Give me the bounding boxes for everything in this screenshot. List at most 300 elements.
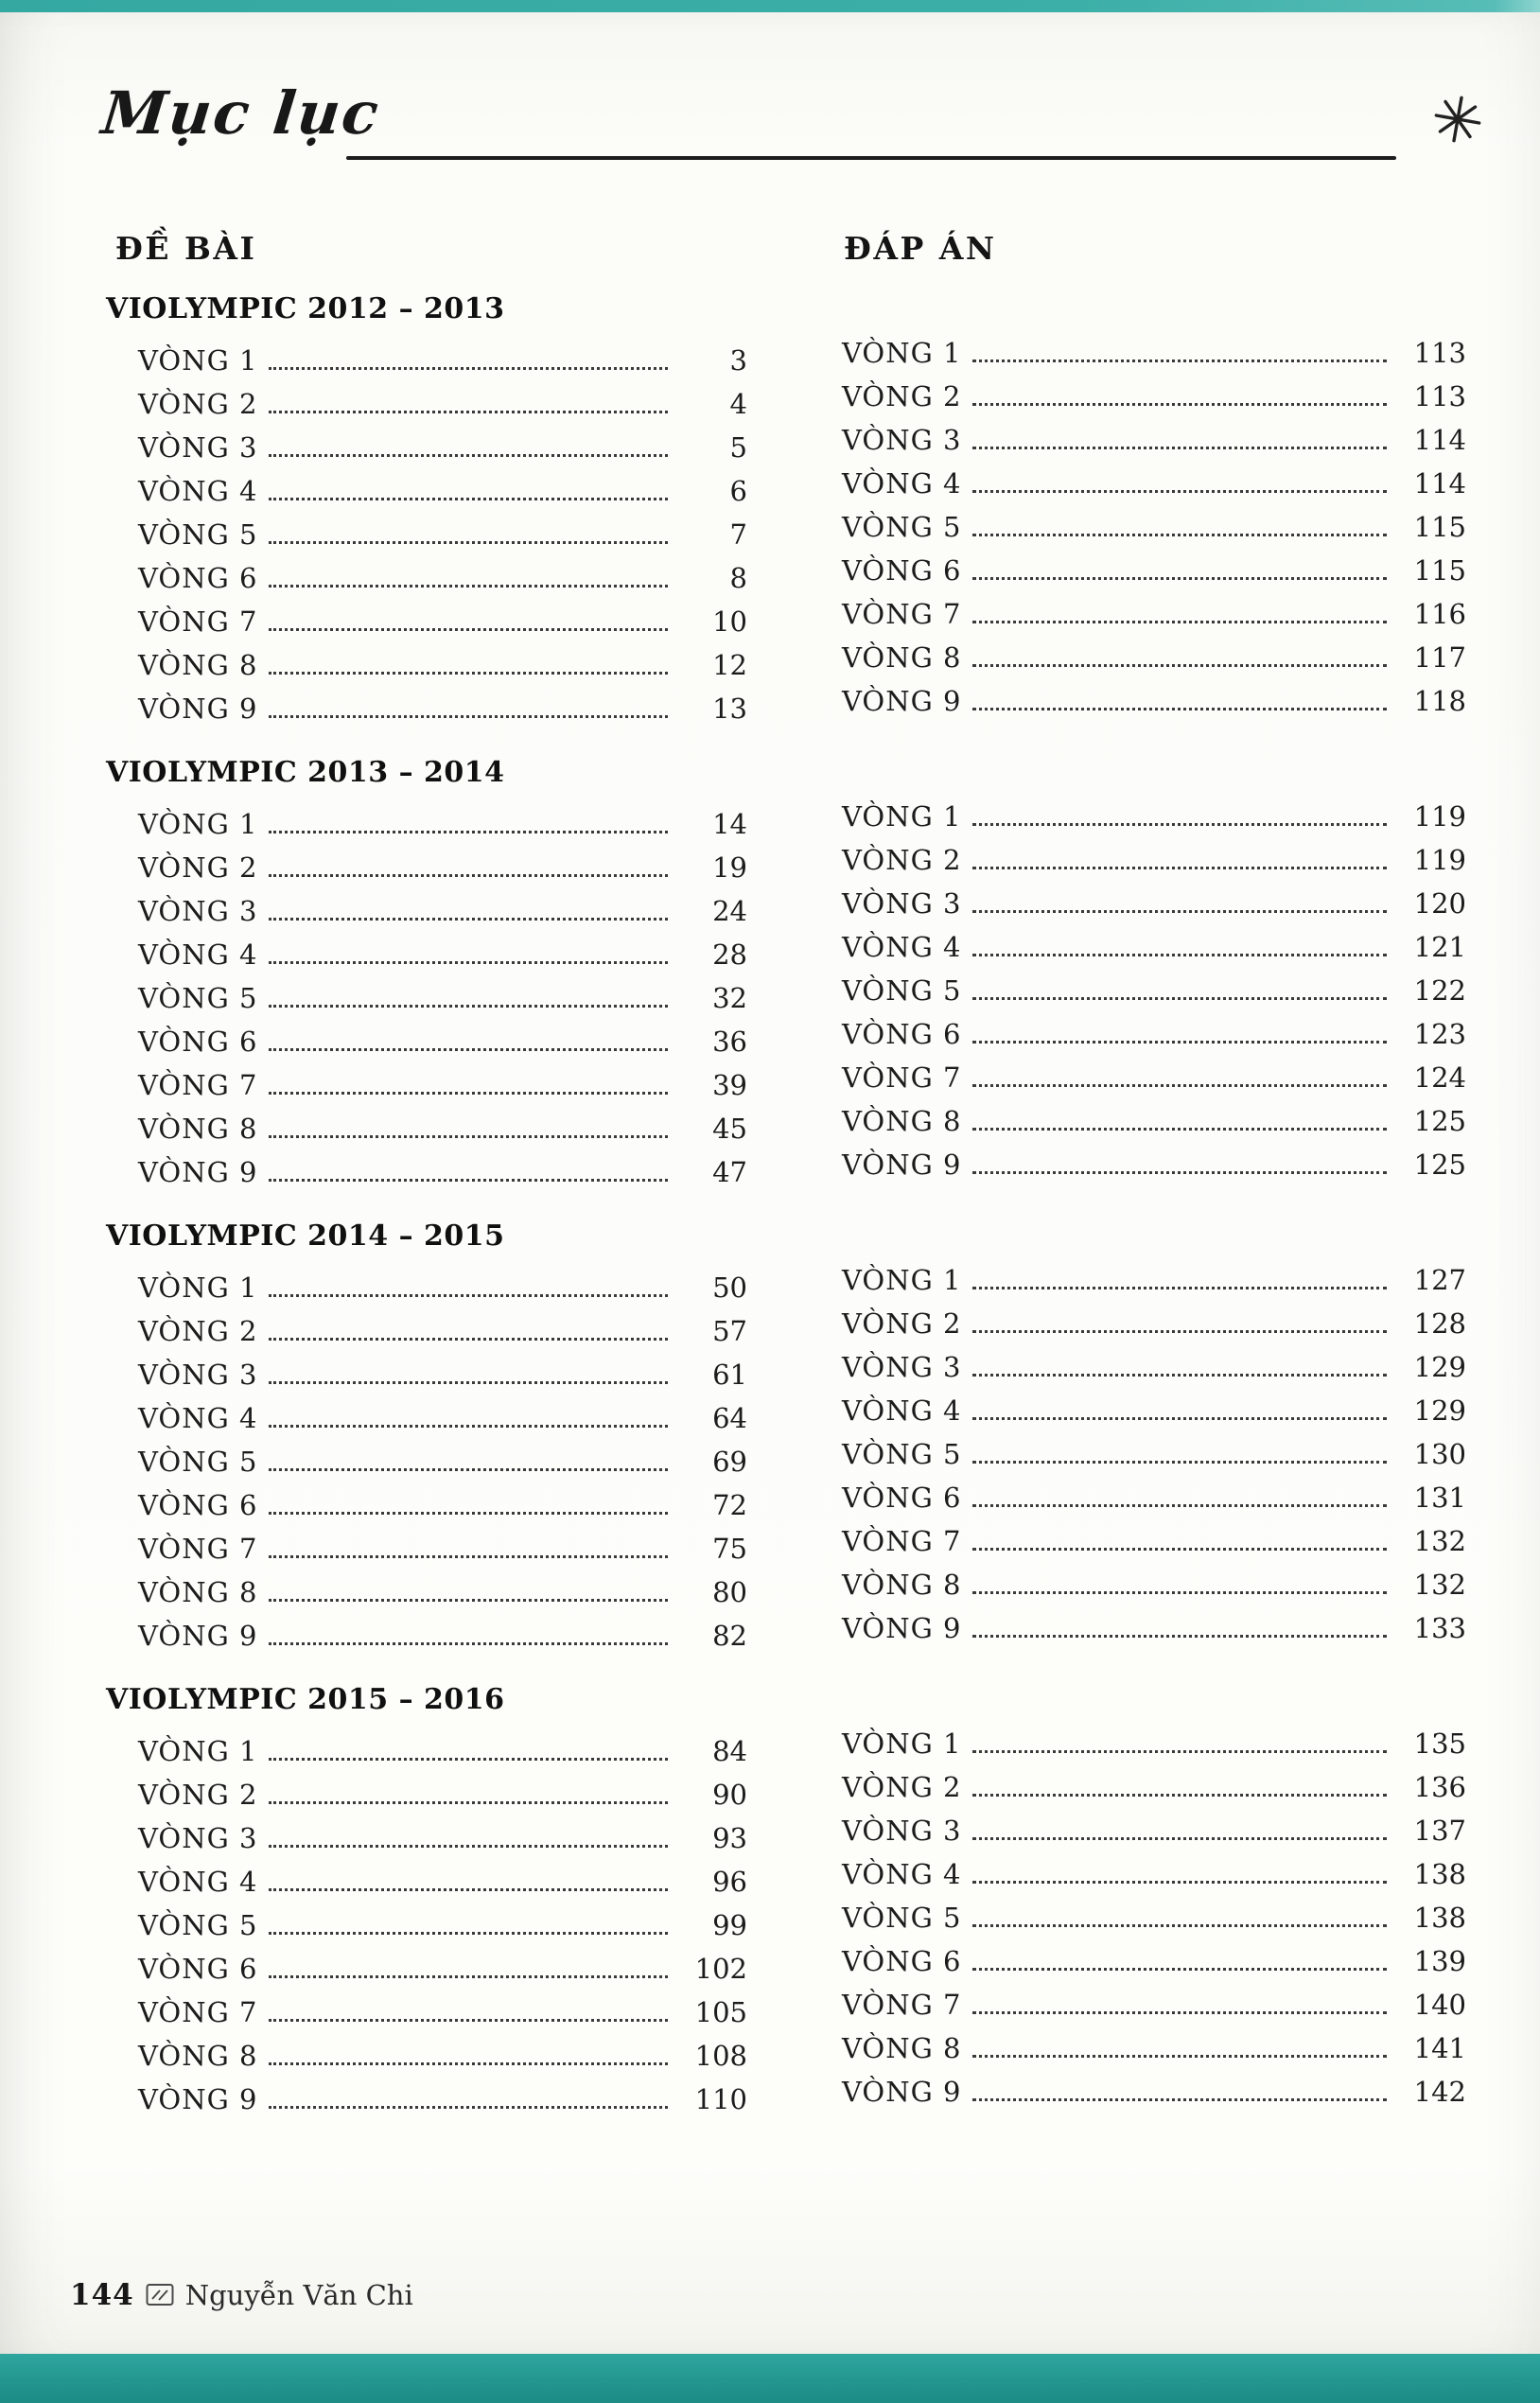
dot-leader xyxy=(972,997,1387,1000)
toc-entry xyxy=(106,1991,755,2034)
entry-label: VÒNG 6 xyxy=(842,554,962,587)
toc-entry xyxy=(106,2034,755,2078)
toc-entry xyxy=(838,1099,1468,1143)
dot-leader xyxy=(972,403,1387,406)
page-number: 124 xyxy=(1413,1061,1466,1094)
page-number: 4 xyxy=(729,388,747,420)
dot-leader xyxy=(972,1374,1387,1377)
page-number: 132 xyxy=(1413,1569,1466,1601)
dot-leader xyxy=(972,1794,1387,1797)
entry-label: VÒNG 8 xyxy=(138,2040,258,2072)
toc-entry xyxy=(838,1852,1468,1896)
toc-body xyxy=(0,291,1540,2121)
dot-leader xyxy=(972,1128,1387,1131)
dot-leader xyxy=(269,1425,668,1428)
page-number: 138 xyxy=(1413,1858,1466,1890)
page-number: 127 xyxy=(1413,1264,1466,1296)
answers-column xyxy=(838,284,1468,2114)
toc-entry xyxy=(838,1345,1468,1389)
entry-label: VÒNG 8 xyxy=(842,1105,962,1137)
page-number: 118 xyxy=(1413,685,1466,717)
entry-label: VÒNG 1 xyxy=(138,808,258,840)
toc-entry xyxy=(838,418,1468,462)
dot-leader xyxy=(269,831,668,833)
section-title: VIOLYMPIC 2014 – 2015 xyxy=(106,1219,505,1253)
entry-label: VÒNG 2 xyxy=(842,380,962,412)
column-headings xyxy=(0,230,1540,267)
header-rule xyxy=(346,156,1396,160)
toc-entry xyxy=(106,1816,755,1860)
entry-label: VÒNG 9 xyxy=(842,1612,962,1644)
section-spacer xyxy=(838,284,1468,331)
entry-label: VÒNG 7 xyxy=(138,1533,258,1565)
entry-label: VÒNG 9 xyxy=(138,1156,258,1188)
page-number: 139 xyxy=(1413,1945,1466,1977)
page-number: 113 xyxy=(1413,337,1466,369)
dot-leader xyxy=(972,1591,1387,1594)
toc-entry xyxy=(106,1860,755,1903)
dot-leader xyxy=(269,1381,668,1384)
page-number: 102 xyxy=(694,1953,747,1985)
dot-leader xyxy=(269,454,668,457)
dot-leader xyxy=(269,1512,668,1515)
dot-leader xyxy=(972,1548,1387,1551)
dot-leader xyxy=(972,490,1387,493)
entry-label: VÒNG 4 xyxy=(138,475,258,507)
toc-entry xyxy=(106,933,755,976)
page-footer xyxy=(70,2278,413,2312)
entry-label: VÒNG 3 xyxy=(138,431,258,464)
toc-entry xyxy=(106,1107,755,1150)
dot-leader xyxy=(269,2106,668,2109)
page-number: 119 xyxy=(1413,800,1466,833)
entry-label: VÒNG 3 xyxy=(842,1351,962,1383)
page-number: 115 xyxy=(1413,554,1466,587)
section-title: VIOLYMPIC 2015 – 2016 xyxy=(106,1683,505,1716)
toc-entry xyxy=(838,1258,1468,1302)
page-number: 7 xyxy=(729,518,747,551)
entry-label: VÒNG 5 xyxy=(842,1902,962,1934)
entry-label: VÒNG 5 xyxy=(138,1909,258,1941)
toc-entry xyxy=(106,1309,755,1353)
dot-leader xyxy=(972,1924,1387,1927)
page-number: 121 xyxy=(1413,931,1466,963)
dot-leader xyxy=(972,2011,1387,2014)
page-number: 45 xyxy=(712,1113,747,1145)
dot-leader xyxy=(972,664,1387,667)
toc-entry xyxy=(838,1606,1468,1650)
dot-leader xyxy=(269,874,668,877)
toc-entry xyxy=(838,2026,1468,2070)
toc-entry xyxy=(106,1150,755,1194)
footer-author: Nguyễn Văn Chi xyxy=(184,2279,413,2311)
toc-entry xyxy=(838,1896,1468,1939)
page-number: 90 xyxy=(712,1779,747,1811)
toc-entry xyxy=(106,1266,755,1309)
dot-leader xyxy=(269,1758,668,1761)
entry-label: VÒNG 4 xyxy=(138,1866,258,1898)
entry-label: VÒNG 3 xyxy=(138,1822,258,1854)
dot-leader xyxy=(972,954,1387,956)
page-number: 132 xyxy=(1413,1525,1466,1557)
dot-leader xyxy=(269,961,668,964)
toc-entry xyxy=(106,556,755,600)
entry-label: VÒNG 2 xyxy=(138,1315,258,1347)
entry-label: VÒNG 1 xyxy=(138,1272,258,1304)
entry-label: VÒNG 2 xyxy=(138,1779,258,1811)
page-number: 119 xyxy=(1413,844,1466,876)
dot-leader xyxy=(269,411,668,413)
page-number: 5 xyxy=(729,431,747,464)
toc-entry xyxy=(106,1440,755,1483)
entry-label: VÒNG 3 xyxy=(138,895,258,927)
toc-entry xyxy=(838,1012,1468,1056)
dot-leader xyxy=(972,1750,1387,1753)
page-number: 28 xyxy=(712,938,747,971)
toc-entry xyxy=(838,925,1468,969)
entry-label: VÒNG 7 xyxy=(138,605,258,638)
entry-label: VÒNG 5 xyxy=(138,518,258,551)
toc-entry xyxy=(838,1389,1468,1432)
toc-entry xyxy=(838,1765,1468,1809)
dot-leader xyxy=(269,1932,668,1935)
dot-leader xyxy=(972,1417,1387,1420)
dot-leader xyxy=(972,823,1387,826)
toc-entry xyxy=(106,1396,755,1440)
page-number: 136 xyxy=(1413,1771,1466,1803)
entry-label: VÒNG 5 xyxy=(842,1438,962,1470)
dot-leader xyxy=(972,867,1387,869)
dot-leader xyxy=(269,585,668,588)
entry-label: VÒNG 2 xyxy=(138,851,258,884)
toc-entry xyxy=(838,838,1468,882)
entry-label: VÒNG 6 xyxy=(138,1489,258,1521)
page-number: 72 xyxy=(712,1489,747,1521)
entry-label: VÒNG 2 xyxy=(842,844,962,876)
entry-label: VÒNG 6 xyxy=(842,1482,962,1514)
page-number: 14 xyxy=(712,808,747,840)
dot-leader xyxy=(972,1504,1387,1507)
entry-label: VÒNG 9 xyxy=(138,1620,258,1652)
entry-label: VÒNG 8 xyxy=(138,649,258,681)
entry-label: VÒNG 8 xyxy=(842,1569,962,1601)
toc-entry xyxy=(838,331,1468,375)
problems-column xyxy=(106,291,755,2121)
entry-label: VÒNG 9 xyxy=(138,693,258,725)
entry-label: VÒNG 4 xyxy=(138,1402,258,1434)
page-number: 138 xyxy=(1413,1902,1466,1934)
toc-entry xyxy=(106,339,755,382)
entry-label: VÒNG 2 xyxy=(842,1771,962,1803)
dot-leader xyxy=(269,2019,668,2022)
page-number: 137 xyxy=(1413,1815,1466,1847)
toc-entry xyxy=(838,1563,1468,1606)
page-number: 3 xyxy=(729,344,747,377)
page-number: 39 xyxy=(712,1069,747,1101)
page-number: 123 xyxy=(1413,1018,1466,1050)
page-number: 128 xyxy=(1413,1307,1466,1340)
footer-page-number: 144 xyxy=(70,2278,134,2312)
entry-label: VÒNG 8 xyxy=(138,1113,258,1145)
page-number: 93 xyxy=(712,1822,747,1854)
page-number: 82 xyxy=(712,1620,747,1652)
dot-leader xyxy=(269,1555,668,1558)
page-number: 80 xyxy=(712,1576,747,1608)
dot-leader xyxy=(269,715,668,718)
toc-entry xyxy=(838,882,1468,925)
page-number: 36 xyxy=(712,1026,747,1058)
dot-leader xyxy=(269,1179,668,1182)
page-number: 69 xyxy=(712,1446,747,1478)
toc-entry xyxy=(838,1983,1468,2026)
entry-label: VÒNG 6 xyxy=(138,562,258,594)
dot-leader xyxy=(972,1881,1387,1884)
toc-entry xyxy=(838,1302,1468,1345)
entry-label: VÒNG 2 xyxy=(842,1307,962,1340)
toc-entry xyxy=(838,2070,1468,2114)
dot-leader xyxy=(972,360,1387,362)
page-number: 129 xyxy=(1413,1394,1466,1427)
dot-leader xyxy=(972,1287,1387,1289)
dot-leader xyxy=(269,1294,668,1297)
entry-label: VÒNG 1 xyxy=(842,1264,962,1296)
toc-entry xyxy=(106,382,755,426)
page-number: 32 xyxy=(712,982,747,1014)
entry-label: VÒNG 6 xyxy=(842,1018,962,1050)
dot-leader xyxy=(269,1888,668,1891)
entry-label: VÒNG 8 xyxy=(842,641,962,674)
dot-leader xyxy=(972,1635,1387,1638)
entry-label: VÒNG 4 xyxy=(842,1394,962,1427)
toc-entry xyxy=(106,1483,755,1527)
page-number: 96 xyxy=(712,1866,747,1898)
dot-leader xyxy=(269,1135,668,1138)
page-number: 122 xyxy=(1413,974,1466,1007)
answers-column-title: ĐÁP ÁN xyxy=(844,230,997,267)
entry-label: VÒNG 6 xyxy=(842,1945,962,1977)
dot-leader xyxy=(269,1048,668,1051)
dot-leader xyxy=(972,708,1387,710)
entry-label: VÒNG 5 xyxy=(842,974,962,1007)
page-number: 84 xyxy=(712,1735,747,1767)
dot-leader xyxy=(972,1461,1387,1464)
toc-entry xyxy=(106,1947,755,1991)
page-number: 120 xyxy=(1413,887,1466,920)
toc-entry xyxy=(838,375,1468,418)
entry-label: VÒNG 4 xyxy=(842,931,962,963)
toc-entry xyxy=(106,1903,755,1947)
page-number: 24 xyxy=(712,895,747,927)
entry-label: VÒNG 3 xyxy=(842,424,962,456)
page-number: 115 xyxy=(1413,511,1466,543)
toc-entry xyxy=(106,889,755,933)
page-number: 64 xyxy=(712,1402,747,1434)
page-number: 116 xyxy=(1413,598,1466,630)
book-icon xyxy=(146,2283,174,2307)
page-number: 131 xyxy=(1413,1482,1466,1514)
page-header xyxy=(0,12,1540,188)
entry-label: VÒNG 6 xyxy=(138,1953,258,1985)
section-spacer xyxy=(838,723,1468,795)
page-number: 50 xyxy=(712,1272,747,1304)
section-title: VIOLYMPIC 2012 – 2013 xyxy=(106,292,505,325)
dot-leader xyxy=(972,1330,1387,1333)
page-number: 12 xyxy=(712,649,747,681)
entry-label: VÒNG 8 xyxy=(138,1576,258,1608)
entry-label: VÒNG 8 xyxy=(842,2032,962,2064)
dot-leader xyxy=(269,2062,668,2065)
dot-leader xyxy=(269,1092,668,1095)
page-number: 114 xyxy=(1413,424,1466,456)
page-number: 61 xyxy=(712,1359,747,1391)
page-number: 19 xyxy=(712,851,747,884)
entry-label: VÒNG 1 xyxy=(842,337,962,369)
page-number: 47 xyxy=(712,1156,747,1188)
dot-leader xyxy=(269,1642,668,1645)
entry-label: VÒNG 3 xyxy=(842,1815,962,1847)
dot-leader xyxy=(972,910,1387,913)
dot-leader xyxy=(269,672,668,675)
dot-leader xyxy=(972,577,1387,580)
toc-entry xyxy=(838,1432,1468,1476)
entry-label: VÒNG 4 xyxy=(138,938,258,971)
toc-entry xyxy=(838,1519,1468,1563)
page-number: 57 xyxy=(712,1315,747,1347)
dot-leader xyxy=(972,1041,1387,1044)
entry-label: VÒNG 9 xyxy=(842,1149,962,1181)
toc-entry xyxy=(838,1939,1468,1983)
entry-label: VÒNG 1 xyxy=(842,1728,962,1760)
page-number: 75 xyxy=(712,1533,747,1565)
dot-leader xyxy=(269,498,668,500)
page-number: 141 xyxy=(1413,2032,1466,2064)
page-number: 142 xyxy=(1413,2076,1466,2108)
asterisk-star-icon xyxy=(1430,92,1485,147)
dot-leader xyxy=(269,1338,668,1341)
page-number: 8 xyxy=(729,562,747,594)
dot-leader xyxy=(972,2098,1387,2101)
toc-entry xyxy=(106,976,755,1020)
dot-leader xyxy=(269,1599,668,1602)
entry-label: VÒNG 7 xyxy=(842,1525,962,1557)
entry-label: VÒNG 3 xyxy=(138,1359,258,1391)
dot-leader xyxy=(972,621,1387,623)
toc-entry xyxy=(838,505,1468,549)
entry-label: VÒNG 9 xyxy=(842,2076,962,2108)
toc-entry xyxy=(106,426,755,469)
dot-leader xyxy=(269,1975,668,1978)
dot-leader xyxy=(269,1468,668,1471)
page-number: 113 xyxy=(1413,380,1466,412)
toc-entry xyxy=(838,969,1468,1012)
page-number: 135 xyxy=(1413,1728,1466,1760)
dot-leader xyxy=(972,1171,1387,1174)
entry-label: VÒNG 3 xyxy=(842,887,962,920)
scan-bottom-edge xyxy=(0,2354,1540,2403)
entry-label: VÒNG 5 xyxy=(138,982,258,1014)
toc-entry xyxy=(106,1570,755,1614)
page-number: 108 xyxy=(694,2040,747,2072)
toc-entry xyxy=(838,1476,1468,1519)
entry-label: VÒNG 1 xyxy=(138,1735,258,1767)
page-number: 105 xyxy=(694,1996,747,2028)
page-number: 117 xyxy=(1413,641,1466,674)
entry-label: VÒNG 7 xyxy=(842,1061,962,1094)
page-number: 140 xyxy=(1413,1989,1466,2021)
toc-entry xyxy=(838,549,1468,592)
toc-entry xyxy=(106,1020,755,1063)
toc-entry xyxy=(106,600,755,643)
toc-entry xyxy=(838,795,1468,838)
toc-entry xyxy=(106,1353,755,1396)
page-number: 130 xyxy=(1413,1438,1466,1470)
dot-leader xyxy=(269,918,668,921)
page-number: 6 xyxy=(729,475,747,507)
dot-leader xyxy=(972,1968,1387,1971)
toc-entry xyxy=(106,513,755,556)
dot-leader xyxy=(269,541,668,544)
dot-leader xyxy=(269,367,668,370)
page-number: 110 xyxy=(694,2083,747,2115)
toc-entry xyxy=(838,1722,1468,1765)
entry-label: VÒNG 1 xyxy=(842,800,962,833)
entry-label: VÒNG 7 xyxy=(842,598,962,630)
dot-leader xyxy=(972,534,1387,536)
toc-entry xyxy=(838,592,1468,636)
problems-column-title: ĐỀ BÀI xyxy=(115,230,257,267)
page-number: 10 xyxy=(712,605,747,638)
page-number: 129 xyxy=(1413,1351,1466,1383)
toc-entry xyxy=(106,802,755,846)
dot-leader xyxy=(972,2055,1387,2058)
toc-entry xyxy=(106,469,755,513)
entry-label: VÒNG 7 xyxy=(842,1989,962,2021)
toc-entry xyxy=(106,1614,755,1658)
page-number: 13 xyxy=(712,693,747,725)
scan-top-edge xyxy=(0,0,1540,12)
page-number: 125 xyxy=(1413,1105,1466,1137)
page-number: 133 xyxy=(1413,1612,1466,1644)
entry-label: VÒNG 1 xyxy=(138,344,258,377)
toc-entry xyxy=(106,1527,755,1570)
entry-label: VÒNG 4 xyxy=(842,467,962,500)
toc-entry xyxy=(838,679,1468,723)
section-title: VIOLYMPIC 2013 – 2014 xyxy=(106,756,505,789)
toc-entry xyxy=(838,1809,1468,1852)
page xyxy=(0,12,1540,2354)
dot-leader xyxy=(972,1084,1387,1087)
toc-entry xyxy=(838,1056,1468,1099)
entry-label: VÒNG 9 xyxy=(138,2083,258,2115)
toc-entry xyxy=(106,846,755,889)
entry-label: VÒNG 4 xyxy=(842,1858,962,1890)
dot-leader xyxy=(269,1801,668,1804)
toc-entry xyxy=(106,643,755,687)
entry-label: VÒNG 6 xyxy=(138,1026,258,1058)
entry-label: VÒNG 5 xyxy=(842,511,962,543)
entry-label: VÒNG 5 xyxy=(138,1446,258,1478)
page-number: 114 xyxy=(1413,467,1466,500)
dot-leader xyxy=(269,628,668,631)
section-spacer xyxy=(838,1650,1468,1722)
dot-leader xyxy=(972,1837,1387,1840)
dot-leader xyxy=(269,1845,668,1848)
section-spacer xyxy=(838,1186,1468,1258)
toc-entry xyxy=(838,636,1468,679)
dot-leader xyxy=(269,1005,668,1008)
entry-label: VÒNG 2 xyxy=(138,388,258,420)
toc-entry xyxy=(838,462,1468,505)
